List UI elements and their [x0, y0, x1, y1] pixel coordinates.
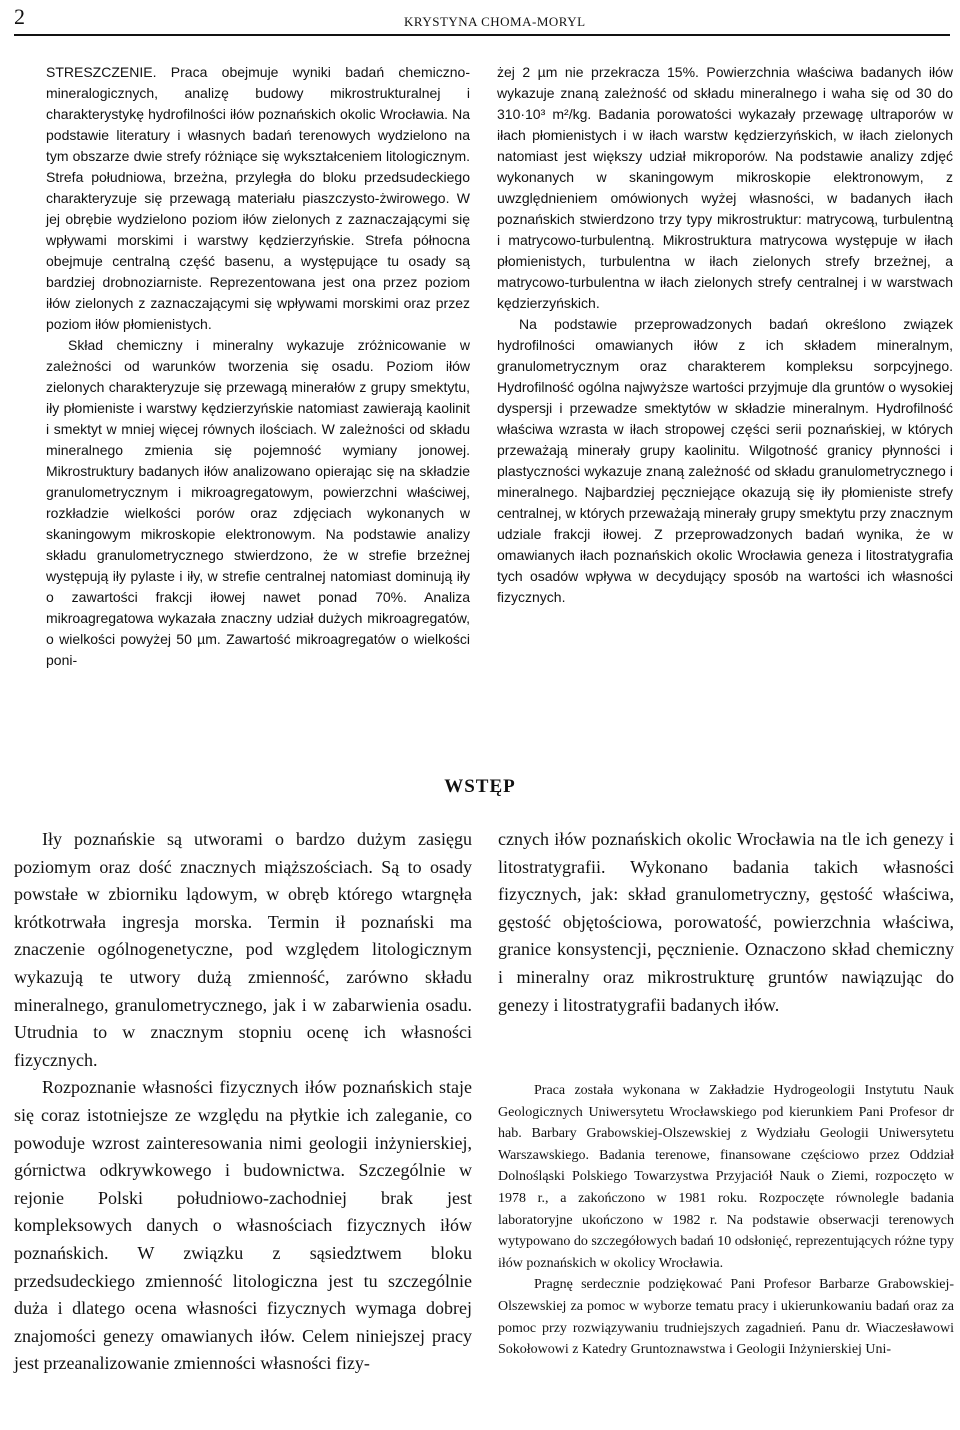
section-title: WSTĘP	[444, 776, 516, 797]
body-paragraph: Rozpoznanie własności fizycznych iłów poznańskich staje się coraz istotniejsze ze względu na płytkie ich zaleganie, co powoduje wzrost zainteresowania nimi geologii inżynierskiej, górnictwa odkrywkowego i budownictwa. Szczególnie w rejonie Polski południowo-zachodniej brak jest kompleksowych danych o własnościach fizycznych iłów poznańskich. W związku z sąsiedztwem bloku przedsudeckiego zmienność litologiczna jest tu szczególnie duża i dlatego ocena własności fizycznych wymaga dobrej znajomości genezy omawianych iłów. Celem niniejszej pracy jest przeanalizowanie zmienności własności fizy-	[14, 1077, 472, 1374]
footnote-paragraph: Pragnę serdecznie podziękować Pani Profesor Barbarze Grabowskiej-Olszewskiej za pomoc w wyborze tematu pracy i ukierunkowaniu badań oraz za pomoc przy rozwiązywaniu trudniejszych zagadnień. Panu dr. Wiaczesławowi Sokołowowi z Katedry Gruntoznawstwa i Geologii Inżynierskiej Uni-	[498, 1277, 954, 1358]
page-number: 2	[14, 4, 25, 29]
body-right-column	[498, 826, 954, 1019]
abstract-paragraph: Skład chemiczny i mineralny wykazuje zróżnicowanie w zależności od warunków tworzenia się osadu. Poziom iłów zielonych charakteryzuje się przewagą minerałów z grupy smektytu, iły płomieniste i warstwy kędzierzyńskie natomiast zawierają kaolinit i smektyt w mniej więcej równych ilościach. W zależności od składu mineralnego zmienia się pojemność wymiany jonowej. Mikrostruktury badanych iłów analizowano opierając się na składzie granulometrycznym i mikroagregatowym, powierzchni właściwej, rozkładzie wielkości porów oraz zdjęciach wykonanych w skaningowym mikroskopie elektronowym. Na podstawie analizy składu granulometrycznego stwierdzono, że w strefie brzeżnej występują iły pylaste i iły, w strefie centralnej natomiast dominują iły o zawartości frakcji iłowej nawet ponad 70%. Analiza mikroagregatowa wykazała znaczny udział dużych mikroagregatów, o wielkości powyżej 50 µm. Zawartość mikroagregatów o wielkości poni-	[46, 337, 470, 668]
footnote	[498, 1080, 954, 1361]
body-left-column	[14, 826, 472, 1378]
abstract-right-column	[497, 62, 953, 608]
abstract-paragraph	[46, 62, 470, 335]
abstract-paragraph: żej 2 µm nie przekracza 15%. Powierzchnia właściwa badanych iłów wykazuje znaną zależność od składu mineralnego i waha się od 30 do 310·10³ m²/kg. Badania porowatości wykazały przewagę ultraporów w iłach płomienistych i w iłach warstw kędzierzyńskich, w iłach zielonych natomiast jest większy udział mikroporów. Na podstawie analizy zdjęć wykonanych w skaningowym mikroskopie elektronowym, z uwzględnieniem omówionych wyżej własności, w badanych iłach poznańskich stwierdzono trzy typy mikrostruktur: matrycową, turbulentną i matrycowo-turbulentną. Mikrostruktura matrycowa występuje w iłach płomienistych, turbulentna w iłach zielonych strefy brzeżnej, a matrycowo-turbulentna w iłach zielonych strefy centralnej i w warstwach kędzierzyńskich.	[497, 64, 953, 311]
page-header	[14, 6, 950, 36]
abstract-paragraph: Na podstawie przeprowadzonych badań określono związek hydrofilności omawianych iłów z ich składem mineralnym, granulometrycznym oraz charakterem kompleksu sorpcyjnego. Hydrofilność ogólna najwyższe wartości przyjmuje dla gruntów o wysokiej dyspersji i przewadze smektytów w składzie mineralnym. Hydrofilność właściwa wzrasta w iłach stropowej części serii poznańskiej, w których przeważają minerały grupy kaolinitu. Wilgotność granicy płynności i plastyczności wykazuje znaną zależność od składu granulometrycznego i mineralnego. Najbardziej pęczniejące okazują się iły płomieniste strefy centralnej, w których przeważają minerały grupy smektytu przy znacznym udziale frakcji iłowej. Z przeprowadzonych badań wynika, że w omawianych iłach poznańskich okolic Wrocławia geneza i litostratygrafia tych osadów wpływa w decydujący sposób na wartości ich własności fizycznych.	[497, 316, 953, 605]
body-paragraph: cznych iłów poznańskich okolic Wrocławia na tle ich genezy i litostratygrafii. Wykonano badania takich własności fizycznych, jak: skład granulometryczny, gęstość właściwa, gęstość objętościowa, porowatość, powierzchnia właściwa, granice konsystencji, pęcznienie. Oznaczono skład chemiczny i mineralny oraz mikrostrukturę gruntów nawiązując do genezy i litostratygrafii badanych iłów.	[498, 829, 954, 1015]
abstract-text: Praca obejmuje wyniki badań chemiczno-mineralogicznych, analizę budowy mikrostrukturalnej i charakterystykę hydrofilności iłów poznańskich okolic Wrocławia. Na podstawie literatury i własnych badań terenowych wydzielono na tym obszarze dwie strefy różniące się wykształceniem litologicznym. Strefa południowa, brzeżna, przyległa do bloku przedsudeckiego charakteryzuje się przewagą materiału piaszczysto-żwirowego. W jej obrębie wydzielono poziom iłów zielonych z zaznaczającymi się wpływami morskimi i warstwy kędzierzyńskie. Strefa północna obejmuje centralną część basenu, a występujące tu osady są bardziej drobnoziarniste. Reprezentowana jest ona przez poziom iłów zielonych z zaznaczającymi się wpływami morskimi oraz przez poziom iłów płomienistych.	[46, 64, 471, 332]
abstract-left-column	[46, 62, 470, 671]
running-head: KRYSTYNA CHOMA-MORYL	[404, 14, 586, 29]
footnote-paragraph: Praca została wykonana w Zakładzie Hydrogeologii Instytutu Nauk Geologicznych Uniwersytetu Wrocławskiego pod kierunkiem Pani Profesor dr hab. Barbary Grabowskiej-Olszewskiej z Wydziału Geologii Uniwersytetu Warszawskiego. Badania terenowe, finansowane częściowo przez Oddział Dolnośląski Polskiego Towarzystwa Przyjaciół Nauk o Ziemi, rozpoczęto w 1978 r., a zakończono w 1981 roku. Rozpoczęte równolegle badania laboratoryjne ukończono w 1982 r. Na podstawie obserwacji terenowych wytypowano do szczegółowych badań 10 odsłonięć, reprezentujących różne typy iłów poznańskich w okolicy Wrocławia.	[498, 1083, 955, 1271]
abstract-label: STRESZCZENIE.	[46, 64, 157, 80]
body-paragraph: Iły poznańskie są utworami o bardzo dużym zasięgu poziomym oraz dość znacznych miąższościach. Są to osady powstałe w zbiorniku lądowym, w obręb którego wtargnęła krótkotrwała ingresja morska. Termin ił poznański ma znaczenie ogólnogenetyczne, pod względem litologicznym wykazują te utwory dużą zmienność, zarówno składu mineralnego, granulometrycznego, jak i w zabarwienia osadu. Utrudnia to w znacznym stopniu ocenę ich własności fizycznych.	[14, 829, 472, 1070]
